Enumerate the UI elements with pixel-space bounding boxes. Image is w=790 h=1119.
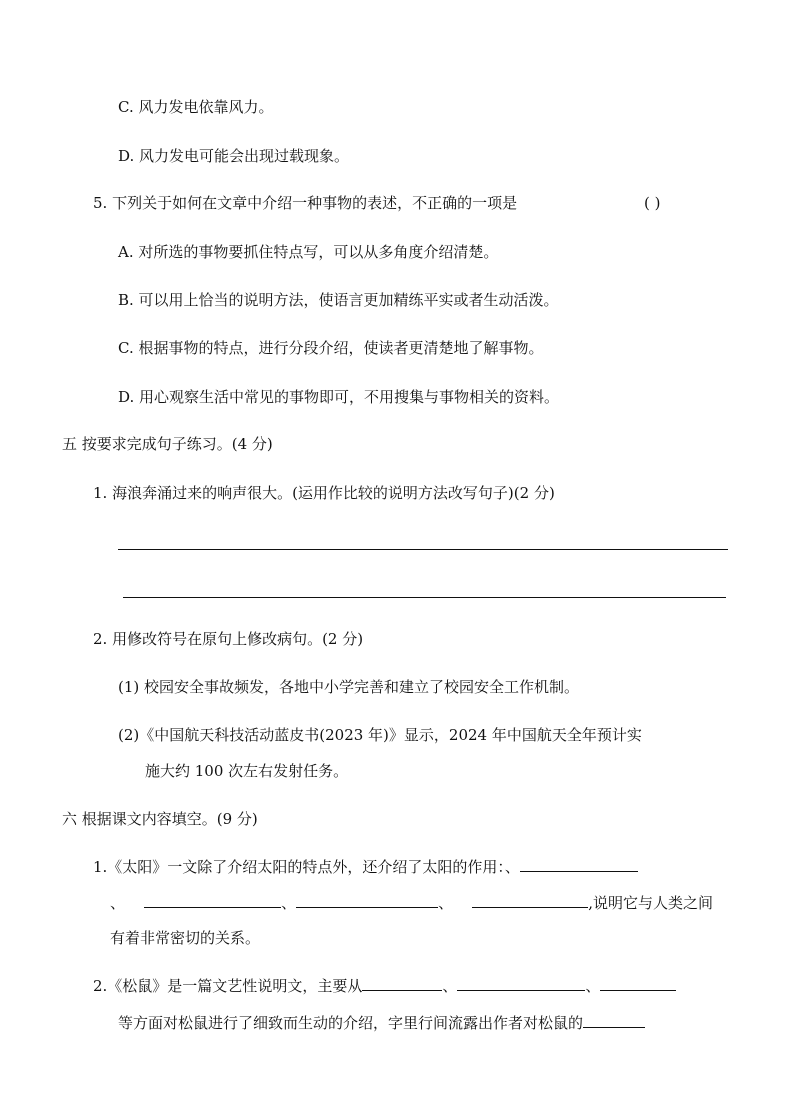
s6-q2-text: 2.《松鼠》是一篇文艺性说明文，主要从 — [93, 977, 363, 995]
s5-sentence-1: (1) 校园安全事故频发，各地中小学完善和建立了校园安全工作机制。 — [118, 678, 580, 696]
answer-line-1[interactable] — [118, 549, 728, 550]
s5-question-1: 1. 海浪奔涌过来的响声很大。(运用作比较的说明方法改写句子)(2 分) — [93, 484, 555, 502]
s6-q2-text-2: 等方面对松鼠进行了细致而生动的介绍，字里行间流露出作者对松鼠的 — [118, 1014, 584, 1032]
q5-stem: 5. 下列关于如何在文章中介绍一种事物的表述，不正确的一项是 — [93, 194, 518, 212]
blank-separator: 、 — [442, 977, 458, 995]
s6-q1-tail: ,说明它与人类之间 — [588, 894, 713, 912]
fill-blank[interactable] — [472, 892, 588, 908]
s6-question-1-line3: 有着非常密切的关系。 — [110, 929, 261, 947]
q5-answer-parens: ( ) — [644, 194, 661, 212]
q5-option-b: B. 可以用上恰当的说明方法，使语言更加精练平实或者生动活泼。 — [118, 291, 559, 309]
blank-separator: 、 — [585, 977, 601, 995]
answer-line-2[interactable] — [123, 597, 726, 598]
q5-option-a: A. 对所选的事物要抓住特点写，可以从多角度介绍清楚。 — [118, 243, 499, 261]
blank-separator: 、 — [438, 894, 454, 912]
blank-separator: 、 — [281, 894, 297, 912]
s5-question-2: 2. 用修改符号在原句上修改病句。(2 分) — [93, 630, 364, 648]
section-6-title: 六 根据课文内容填空。(9 分) — [62, 810, 258, 828]
fill-blank[interactable] — [520, 856, 638, 872]
q4-option-c: C. 风力发电依靠风力。 — [118, 98, 274, 116]
s6-question-1-line2 — [110, 892, 713, 913]
s5-sentence-2-line1: (2)《中国航天科技活动蓝皮书(2023 年)》显示，2024 年中国航天全年预计实 — [118, 726, 642, 744]
s6-question-1-line1 — [93, 856, 638, 877]
q5-option-c: C. 根据事物的特点，进行分段介绍，使读者更清楚地了解事物。 — [118, 339, 544, 357]
blank-separator: 、 — [110, 894, 126, 912]
fill-blank[interactable] — [583, 1012, 645, 1028]
fill-blank[interactable] — [457, 975, 585, 991]
fill-blank[interactable] — [144, 892, 281, 908]
fill-blank[interactable] — [362, 975, 442, 991]
q4-option-d: D. 风力发电可能会出现过载现象。 — [118, 147, 350, 165]
fill-blank[interactable] — [600, 975, 676, 991]
s5-sentence-2-line2: 施大约 100 次左右发射任务。 — [145, 762, 349, 780]
q5-option-d: D. 用心观察生活中常见的事物即可，不用搜集与事物相关的资料。 — [118, 388, 560, 406]
fill-blank[interactable] — [296, 892, 438, 908]
s6-question-2-line1 — [93, 975, 676, 996]
section-5-title: 五 按要求完成句子练习。(4 分) — [62, 435, 273, 453]
s6-question-2-line2 — [118, 1012, 645, 1033]
s6-q1-text: 1.《太阳》一文除了介绍太阳的特点外，还介绍了太阳的作用：、 — [93, 858, 520, 876]
